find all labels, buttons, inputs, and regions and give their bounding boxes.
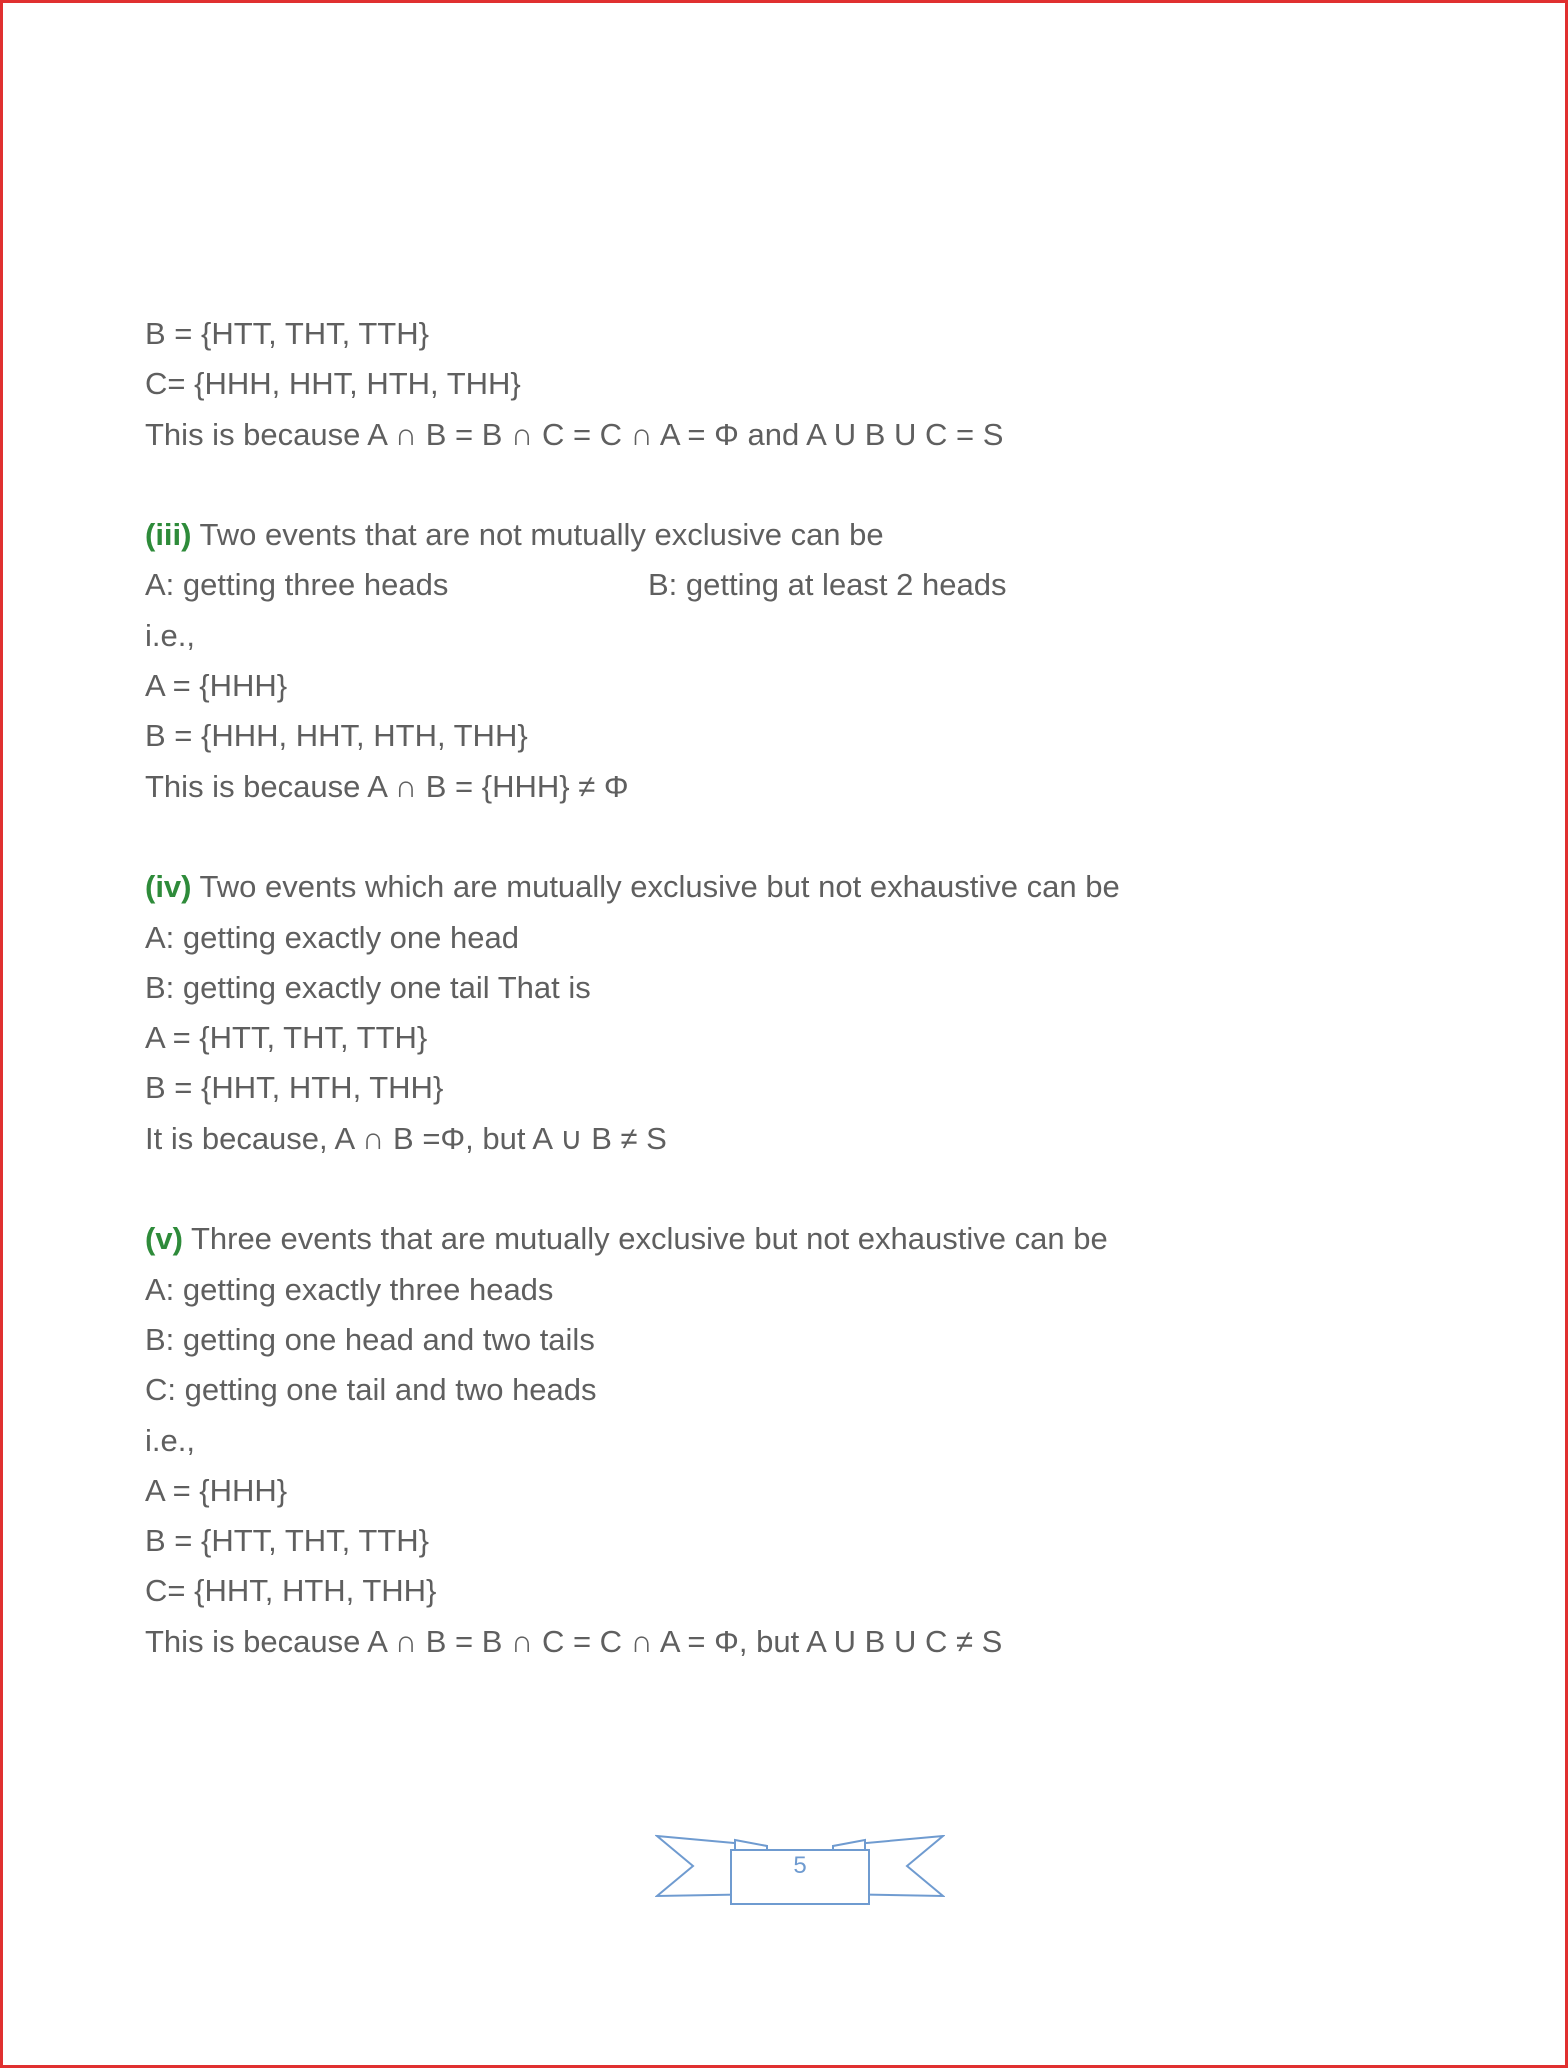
set-b-line: B = {HTT, THT, TTH} <box>145 316 429 351</box>
set-c-line: C= {HHT, HTH, THH} <box>145 1573 437 1609</box>
event-a-text: A: getting exactly three heads <box>145 1271 554 1307</box>
part-iv-text: Two events which are mutually exclusive but not exhaustive can be <box>191 869 1120 905</box>
reason-line: This is because A ∩ B = B ∩ C = C ∩ A = Φ and A U B U C = S <box>145 416 1004 452</box>
reason-line: This is because A ∩ B = B ∩ C = C ∩ A = Φ, but A U B U C ≠ S <box>145 1623 1003 1659</box>
reason-line: It is because, A ∩ B =Φ, but A ∪ B ≠ S <box>145 1120 667 1156</box>
set-b-line: B = {HHH, HHT, HTH, THH} <box>145 718 528 754</box>
part-iii-heading <box>145 510 1445 560</box>
part-iv-label: (iv) <box>145 869 192 905</box>
set-a-line: A = {HHH} <box>145 668 288 704</box>
set-b-line: B = {HHT, HTH, THH} <box>145 1070 444 1106</box>
page-number-ribbon <box>655 1830 945 1910</box>
event-b-text: B: getting exactly one tail That is <box>145 969 591 1005</box>
set-b-line: B = {HTT, THT, TTH} <box>145 1523 429 1559</box>
document-body <box>145 309 1445 1667</box>
set-a-line: A = {HTT, THT, TTH} <box>145 1020 428 1056</box>
part-iii-events <box>145 560 1445 610</box>
part-iv-heading <box>145 862 1445 912</box>
part-v-text: Three events that are mutually exclusive but not exhaustive can be <box>182 1221 1108 1257</box>
event-b-text: B: getting one head and two tails <box>145 1321 595 1357</box>
event-c-text: C: getting one tail and two heads <box>145 1372 597 1408</box>
part-iii-label: (iii) <box>145 517 192 553</box>
ie-line: i.e., <box>145 617 195 653</box>
ie-line: i.e., <box>145 1422 195 1458</box>
page-number: 5 <box>793 1852 807 1879</box>
reason-line: This is because A ∩ B = {HHH} ≠ Φ <box>145 768 629 804</box>
event-a-text: A: getting exactly one head <box>145 919 519 955</box>
event-b-text: B: getting at least 2 heads <box>648 567 1007 603</box>
set-c-line: C= {HHH, HHT, HTH, THH} <box>145 366 521 402</box>
set-a-line: A = {HHH} <box>145 1472 288 1508</box>
part-v-heading <box>145 1214 1445 1264</box>
event-a-text: A: getting three heads <box>145 567 449 603</box>
part-iii-text: Two events that are not mutually exclusive can be <box>191 517 884 553</box>
part-v-label: (v) <box>145 1221 183 1257</box>
